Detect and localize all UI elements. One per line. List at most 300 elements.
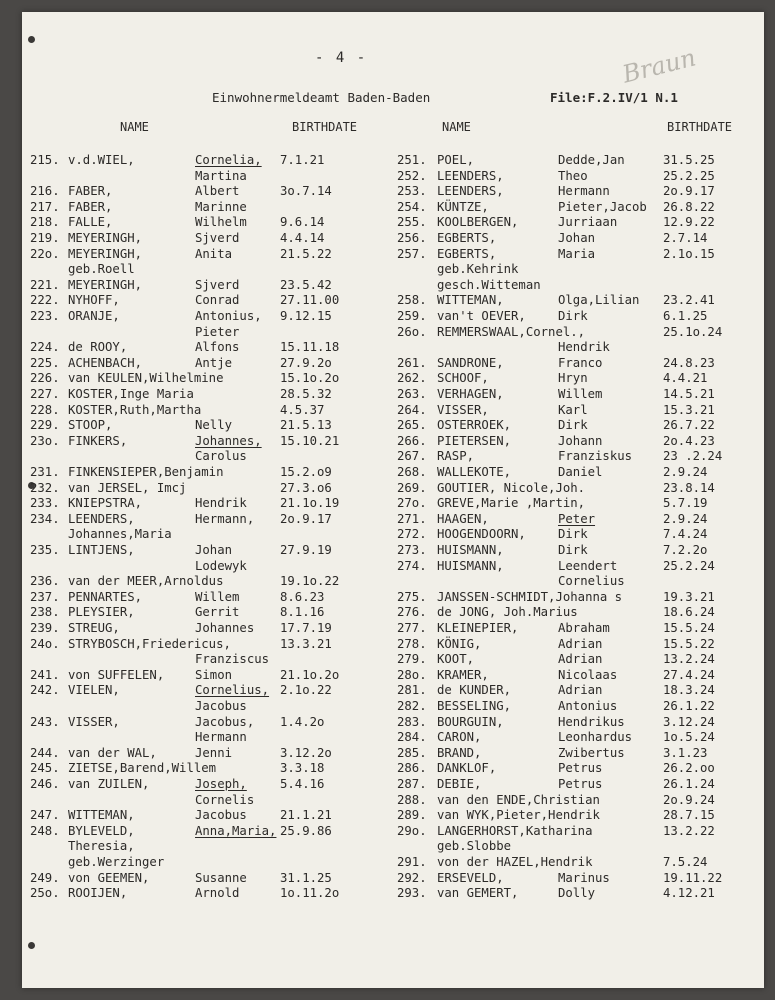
given-name: Jenni <box>195 745 233 760</box>
entry-number: 249. <box>30 870 60 885</box>
given-name: Petrus <box>558 761 603 776</box>
surname: PENNARTES, <box>68 589 143 604</box>
given-name: Anna,Maria, <box>195 823 277 838</box>
given-name: Franco <box>558 355 603 370</box>
register-row <box>22 729 764 745</box>
given-name: Sjverd <box>195 277 240 292</box>
surname: DEBIE, <box>437 777 482 791</box>
given-name: Peter <box>558 511 596 526</box>
register-row <box>22 838 764 854</box>
register-row <box>22 246 764 262</box>
entry-number: 231. <box>30 465 60 479</box>
surname: KOOLBERGEN, <box>437 215 519 230</box>
birthdate: 19.1o.22 <box>280 574 340 589</box>
birthdate: 12.9.22 <box>663 215 715 230</box>
surname: ERSEVELD, <box>437 870 504 885</box>
given-name: Cornelius <box>558 574 625 589</box>
punch-hole <box>28 36 35 43</box>
entry-number: 253. <box>397 184 427 199</box>
given-name: Martina <box>195 168 247 183</box>
surname: KÜNTZE, <box>437 199 489 214</box>
surname: KRAMER, <box>437 667 489 682</box>
surname: LEENDERS, <box>68 511 135 526</box>
surname: GREVE,Marie ,Martin, <box>437 496 586 511</box>
surname: LINTJENS, <box>68 543 135 557</box>
register-row <box>22 792 764 808</box>
entry-number: 225. <box>30 355 60 370</box>
birthdate: 26.1.24 <box>663 777 715 791</box>
surname: PIETERSEN, <box>437 433 512 448</box>
birthdate: 26.7.22 <box>663 418 715 433</box>
given-name: Leendert <box>558 558 618 573</box>
surname: STRYBOSCH,Friedericus, <box>68 636 231 651</box>
entry-number: 278. <box>397 636 427 651</box>
register-row <box>22 324 764 340</box>
entry-number: 251. <box>397 153 427 167</box>
birthdate: 28.5.32 <box>280 387 332 401</box>
birthdate: 13.2.24 <box>663 652 715 667</box>
entry-number: 244. <box>30 745 60 760</box>
entry-number: 228. <box>30 402 60 417</box>
given-name: Hermann, <box>195 511 255 526</box>
entry-number: 254. <box>397 199 427 214</box>
given-name: Hendrikus <box>558 714 625 729</box>
given-name: Franziscus <box>195 652 270 667</box>
pencil-mark: Braun <box>619 43 699 89</box>
surname: FINKERS, <box>68 433 128 448</box>
register-row <box>22 542 764 558</box>
register-row <box>22 714 764 730</box>
given-name: Daniel <box>558 465 603 479</box>
birthdate: 27.11.00 <box>280 293 340 308</box>
entry-number: 235. <box>30 543 60 557</box>
register-row <box>22 417 764 433</box>
surname: LEENDERS, <box>437 168 504 183</box>
entry-number: 286. <box>397 761 427 776</box>
register-row <box>22 480 764 496</box>
given-name: Hermann <box>195 730 247 745</box>
birthdate: 21.5.13 <box>280 418 332 433</box>
column-header-birthdate-left: BIRTHDATE <box>292 120 358 134</box>
surname: WITTEMAN, <box>437 293 504 308</box>
surname: RASP, <box>437 449 475 464</box>
entry-number: 215. <box>30 153 60 167</box>
birthdate: 3.12.2o <box>280 745 332 760</box>
birthdate: 3.12.24 <box>663 714 715 729</box>
entry-number: 218. <box>30 215 60 230</box>
surname: Theresia, <box>68 839 135 854</box>
birthdate: 24.8.23 <box>663 355 715 370</box>
column-header-name-left: NAME <box>120 120 149 134</box>
surname: van JERSEL, Imcj <box>68 480 187 495</box>
given-name: Antonius, <box>195 309 262 323</box>
entry-number: 246. <box>30 777 60 791</box>
entry-number: 267. <box>397 449 427 464</box>
birthdate: 1o.5.24 <box>663 730 715 745</box>
entry-number: 275. <box>397 589 427 604</box>
birthdate: 2.1o.22 <box>280 683 332 698</box>
birthdate: 1o.11.2o <box>280 886 340 901</box>
given-name: Olga,Lilian <box>558 293 640 308</box>
entry-number: 24o. <box>30 636 60 651</box>
birthdate: 21.1o.2o <box>280 667 340 682</box>
entry-number: 239. <box>30 621 60 635</box>
entry-number: 28o. <box>397 667 427 682</box>
column-header-name-right: NAME <box>442 120 471 134</box>
surname: HUISMANN, <box>437 543 504 557</box>
register-row <box>22 199 764 215</box>
given-name: Dirk <box>558 309 588 323</box>
surname: VIELEN, <box>68 683 120 698</box>
birthdate: 2o.4.23 <box>663 433 715 448</box>
register-row <box>22 573 764 589</box>
entry-number: 272. <box>397 527 427 542</box>
birthdate: 27.3.o6 <box>280 480 332 495</box>
surname: KLEINEPIER, <box>437 621 519 635</box>
birthdate: 8.6.23 <box>280 589 325 604</box>
register-row <box>22 651 764 667</box>
office-title: Einwohnermeldeamt Baden-Baden <box>212 90 431 105</box>
entry-number: 245. <box>30 761 60 776</box>
register-row <box>22 558 764 574</box>
register-row <box>22 854 764 870</box>
entry-number: 292. <box>397 870 427 885</box>
entry-number: 22o. <box>30 246 60 261</box>
birthdate: 2.7.14 <box>663 231 708 245</box>
birthdate: 28.7.15 <box>663 808 715 823</box>
entry-number: 265. <box>397 418 427 433</box>
surname: MEYERINGH, <box>68 246 143 261</box>
surname: BRAND, <box>437 745 482 760</box>
surname: VISSER, <box>68 714 120 729</box>
entry-number: 252. <box>397 168 427 183</box>
entry-number: 259. <box>397 309 427 323</box>
birthdate: 8.1.16 <box>280 605 325 620</box>
surname: de JONG, Joh.Marius <box>437 605 578 620</box>
birthdate: 19.3.21 <box>663 589 715 604</box>
register-row <box>22 589 764 605</box>
birthdate: 4.12.21 <box>663 886 715 901</box>
register-row <box>22 183 764 199</box>
given-name: Cornelis <box>195 792 255 807</box>
register-row <box>22 402 764 418</box>
surname: MEYERINGH, <box>68 277 143 292</box>
birthdate: 25.2.24 <box>663 558 715 573</box>
birthdate: 31.1.25 <box>280 870 332 885</box>
surname: FALLE, <box>68 215 113 230</box>
entry-number: 268. <box>397 465 427 479</box>
birthdate: 13.3.21 <box>280 636 332 651</box>
birthdate: 15.11.18 <box>280 340 340 355</box>
surname: KÖNIG, <box>437 636 482 651</box>
birthdate: 14.5.21 <box>663 387 715 401</box>
surname: GOUTIER, Nicole,Joh. <box>437 480 586 495</box>
register-row <box>22 636 764 652</box>
given-name: Hendrik <box>195 496 247 511</box>
given-name: Jacobus, <box>195 714 255 729</box>
entry-number: 262. <box>397 371 427 386</box>
surname: WITTEMAN, <box>68 808 135 823</box>
register-row <box>22 230 764 246</box>
entry-number: 284. <box>397 730 427 745</box>
given-name: Dirk <box>558 527 588 542</box>
birthdate: 3.3.18 <box>280 761 325 776</box>
surname: geb.Roell <box>68 262 135 277</box>
surname: gesch.Witteman <box>437 277 541 292</box>
entry-number: 273. <box>397 543 427 557</box>
surname: FABER, <box>68 184 113 199</box>
given-name: Petrus <box>558 777 603 791</box>
register-row <box>22 745 764 761</box>
register-row <box>22 152 764 168</box>
given-name: Pieter <box>195 324 240 339</box>
birthdate: 15.2.o9 <box>280 465 332 479</box>
birthdate: 23.5.42 <box>280 277 332 292</box>
birthdate: 1.4.2o <box>280 714 325 729</box>
birthdate: 31.5.25 <box>663 153 715 167</box>
entry-number: 221. <box>30 277 60 292</box>
surname: ROOIJEN, <box>68 886 128 901</box>
surname: VISSER, <box>437 402 489 417</box>
birthdate: 26.8.22 <box>663 199 715 214</box>
given-name: Adrian <box>558 652 603 667</box>
birthdate: 26.2.oo <box>663 761 715 776</box>
given-name: Carolus <box>195 449 247 464</box>
entry-number: 216. <box>30 184 60 199</box>
register-row <box>22 168 764 184</box>
entry-number: 236. <box>30 574 60 589</box>
birthdate: 5.4.16 <box>280 777 325 791</box>
birthdate: 4.4.14 <box>280 231 325 245</box>
surname: LEENDERS, <box>437 184 504 199</box>
given-name: Alfons <box>195 340 240 355</box>
surname: geb.Slobbe <box>437 839 512 854</box>
given-name: Susanne <box>195 870 247 885</box>
register-row <box>22 760 764 776</box>
birthdate: 2.9.24 <box>663 511 708 526</box>
surname: LANGERHORST,Katharina <box>437 823 593 838</box>
register-row <box>22 433 764 449</box>
birthdate: 15.10.21 <box>280 433 340 448</box>
given-name: Antonius <box>558 699 618 713</box>
birthdate: 26.1.22 <box>663 699 715 713</box>
given-name: Hendrik <box>558 340 610 355</box>
birthdate: 2.9.24 <box>663 465 708 479</box>
surname: van't OEVER, <box>437 309 526 323</box>
given-name: Maria <box>558 246 596 261</box>
given-name: Johann <box>558 433 603 448</box>
entry-number: 277. <box>397 621 427 635</box>
birthdate: 13.2.22 <box>663 823 715 838</box>
entry-number: 224. <box>30 340 60 355</box>
given-name: Marinne <box>195 199 247 214</box>
register-row <box>22 604 764 620</box>
entry-number: 27o. <box>397 496 427 511</box>
birthdate: 21.1.21 <box>280 808 332 823</box>
entry-number: 26o. <box>397 324 427 339</box>
register-row <box>22 870 764 886</box>
birthdate: 6.1.25 <box>663 309 708 323</box>
given-name: Karl <box>558 402 588 417</box>
given-name: Hermann <box>558 184 610 199</box>
birthdate: 25.2.25 <box>663 168 715 183</box>
surname: REMMERSWAAL,Cornel., <box>437 324 586 339</box>
birthdate: 21.5.22 <box>280 246 332 261</box>
register-row <box>22 292 764 308</box>
given-name: Albert <box>195 184 240 199</box>
entry-number: 291. <box>397 855 427 869</box>
register-row <box>22 448 764 464</box>
entry-number: 263. <box>397 387 427 401</box>
entry-number: 217. <box>30 199 60 214</box>
surname: HUISMANN, <box>437 558 504 573</box>
birthdate: 4.5.37 <box>280 402 325 417</box>
entry-number: 29o. <box>397 823 427 838</box>
entry-number: 287. <box>397 777 427 791</box>
birthdate: 15.5.24 <box>663 621 715 635</box>
entry-number: 285. <box>397 745 427 760</box>
given-name: Zwibertus <box>558 745 625 760</box>
given-name: Antje <box>195 355 233 370</box>
given-name: Jacobus <box>195 699 247 713</box>
birthdate: 2o.9.17 <box>280 511 332 526</box>
register-row <box>22 682 764 698</box>
surname: KOSTER,Ruth,Martha <box>68 402 202 417</box>
column-header-birthdate-right: BIRTHDATE <box>667 120 733 134</box>
entry-number: 271. <box>397 511 427 526</box>
given-name: Adrian <box>558 683 603 698</box>
register-row <box>22 386 764 402</box>
entry-number: 279. <box>397 652 427 667</box>
surname: EGBERTS, <box>437 231 497 245</box>
register-row <box>22 511 764 527</box>
entry-number: 266. <box>397 433 427 448</box>
birthdate: 3o.7.14 <box>280 184 332 199</box>
surname: van WYK,Pieter,Hendrik <box>437 808 600 823</box>
given-name: Marinus <box>558 870 610 885</box>
entry-number: 229. <box>30 418 60 433</box>
given-name: Conrad <box>195 293 240 308</box>
given-name: Lodewyk <box>195 558 247 573</box>
entry-number: 274. <box>397 558 427 573</box>
entry-number: 237. <box>30 589 60 604</box>
surname: von SUFFELEN, <box>68 667 165 682</box>
given-name: Adrian <box>558 636 603 651</box>
given-name: Dirk <box>558 543 588 557</box>
given-name: Gerrit <box>195 605 240 620</box>
surname: von GEEMEN, <box>68 870 150 885</box>
birthdate: 23.8.14 <box>663 480 715 495</box>
given-name: Willem <box>195 589 240 604</box>
given-name: Nicolaas <box>558 667 618 682</box>
surname: BESSELING, <box>437 699 512 713</box>
register-row <box>22 823 764 839</box>
given-name: Wilhelm <box>195 215 247 230</box>
entry-number: 247. <box>30 808 60 823</box>
surname: CARON, <box>437 730 482 745</box>
birthdate: 3.1.23 <box>663 745 708 760</box>
entry-number: 258. <box>397 293 427 308</box>
given-name: Franziskus <box>558 449 633 464</box>
surname: JANSSEN-SCHMIDT,Johanna s <box>437 589 623 604</box>
birthdate: 5.7.19 <box>663 496 708 511</box>
surname: KOOT, <box>437 652 475 667</box>
surname: de ROOY, <box>68 340 128 355</box>
register-row <box>22 667 764 683</box>
surname: PLEYSIER, <box>68 605 135 620</box>
surname: DANKLOF, <box>437 761 497 776</box>
surname: ZIETSE,Barend,Willem <box>68 761 217 776</box>
entry-number: 233. <box>30 496 60 511</box>
birthdate: 15.5.22 <box>663 636 715 651</box>
surname: NYHOFF, <box>68 293 120 308</box>
birthdate: 9.6.14 <box>280 215 325 230</box>
birthdate: 27.9.2o <box>280 355 332 370</box>
birthdate: 27.9.19 <box>280 543 332 557</box>
birthdate: 21.1o.19 <box>280 496 340 511</box>
surname: van KEULEN,Wilhelmine <box>68 371 224 386</box>
surname: van GEMERT, <box>437 886 519 901</box>
surname: ORANJE, <box>68 309 120 323</box>
surname: van ZUILEN, <box>68 777 150 791</box>
given-name: Dirk <box>558 418 588 433</box>
surname: KOSTER,Inge Maria <box>68 387 194 401</box>
entry-number: 281. <box>397 683 427 698</box>
given-name: Johannes <box>195 621 255 635</box>
birthdate: 27.4.24 <box>663 667 715 682</box>
given-name: Hryn <box>558 371 588 386</box>
entry-number: 222. <box>30 293 60 308</box>
entry-number: 282. <box>397 699 427 713</box>
entry-number: 226. <box>30 371 60 386</box>
given-name: Dolly <box>558 886 596 901</box>
punch-hole <box>28 942 35 949</box>
register-row <box>22 277 764 293</box>
entry-number: 25o. <box>30 886 60 901</box>
entry-number: 283. <box>397 714 427 729</box>
given-name: Johan <box>195 543 233 557</box>
surname: geb.Werzinger <box>68 855 165 869</box>
given-name: Dedde,Jan <box>558 153 625 167</box>
entry-number: 288. <box>397 792 427 807</box>
register-row <box>22 698 764 714</box>
birthdate: 15.3.21 <box>663 402 715 417</box>
given-name: Sjverd <box>195 231 240 245</box>
given-name: Theo <box>558 168 588 183</box>
entry-number: 269. <box>397 480 427 495</box>
surname: FINKENSIEPER,Benjamin <box>68 465 224 479</box>
given-name: Cornelia, <box>195 153 262 167</box>
surname: Johannes,Maria <box>68 527 172 542</box>
surname: van der WAL, <box>68 745 157 760</box>
entry-number: 256. <box>397 231 427 245</box>
register-row <box>22 261 764 277</box>
entry-number: 248. <box>30 823 60 838</box>
birthdate: 25.9.86 <box>280 823 332 838</box>
surname: MEYERINGH, <box>68 231 143 245</box>
given-name: Leonhardus <box>558 730 633 745</box>
register-row <box>22 526 764 542</box>
surname: STOOP, <box>68 418 113 433</box>
page-number: - 4 - <box>315 50 368 66</box>
entry-number: 234. <box>30 511 60 526</box>
entry-number: 276. <box>397 605 427 620</box>
birthdate: 7.1.21 <box>280 153 325 167</box>
entry-number: 23o. <box>30 433 60 448</box>
birthdate: 15.1o.2o <box>280 371 340 386</box>
entry-number: 238. <box>30 605 60 620</box>
entry-number: 243. <box>30 714 60 729</box>
